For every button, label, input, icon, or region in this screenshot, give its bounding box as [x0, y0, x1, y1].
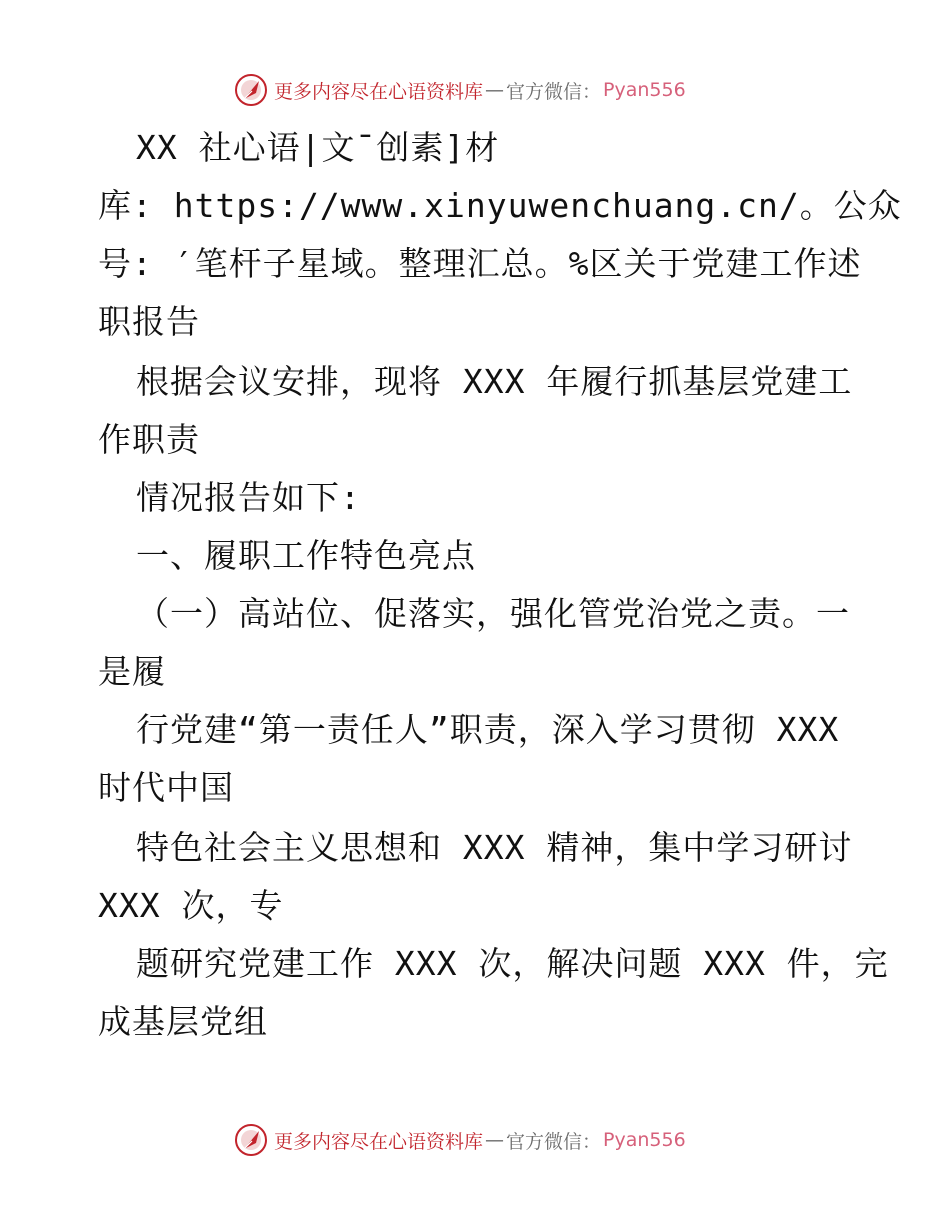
watermark-header	[234, 72, 686, 108]
quill-logo-icon	[234, 73, 268, 107]
doc-line-6: 作职责	[98, 420, 200, 459]
doc-line-15: 题研究党建工作 XXX 次，解决问题 XXX 件，完	[136, 944, 889, 983]
watermark-dash: —	[485, 79, 505, 101]
doc-line-14: XXX 次，专	[98, 886, 284, 925]
doc-line-4: 职报告	[98, 302, 200, 341]
watermark-contact-label: 官方微信：	[506, 80, 602, 103]
section-heading: 一、履职工作特色亮点	[136, 536, 476, 575]
watermark-text: 更多内容尽在心语资料库	[274, 1130, 484, 1153]
watermark-contact-label: 官方微信：	[506, 1130, 602, 1153]
doc-line-7: 情况报告如下:	[136, 478, 361, 517]
watermark-text: 更多内容尽在心语资料库	[274, 80, 484, 103]
quill-logo-icon	[234, 1123, 268, 1157]
doc-line-13: 特色社会主义思想和 XXX 精神，集中学习研讨	[136, 828, 853, 867]
doc-line-1: XX 社心语|文¯创素]材	[136, 128, 500, 167]
doc-line-16: 成基层党组	[98, 1002, 268, 1041]
watermark-contact-id: Pyan556	[603, 79, 686, 101]
watermark-contact-id: Pyan556	[603, 1129, 686, 1151]
doc-line-11: 行党建“第一责任人”职责，深入学习贯彻 XXX	[136, 710, 840, 749]
doc-line-9: （一）高站位、促落实，强化管党治党之责。一	[136, 594, 850, 633]
watermark-footer	[234, 1122, 686, 1158]
doc-line-5: 根据会议安排，现将 XXX 年履行抓基层党建工	[136, 362, 853, 401]
doc-line-2: 库: https://www.xinyuwenchuang.cn/。公众	[98, 186, 902, 225]
doc-line-3: 号: ′笔杆子星域。整理汇总。%区关于党建工作述	[98, 244, 862, 283]
watermark-dash: —	[485, 1129, 505, 1151]
doc-line-10: 是履	[98, 652, 166, 691]
doc-line-12: 时代中国	[98, 768, 234, 807]
